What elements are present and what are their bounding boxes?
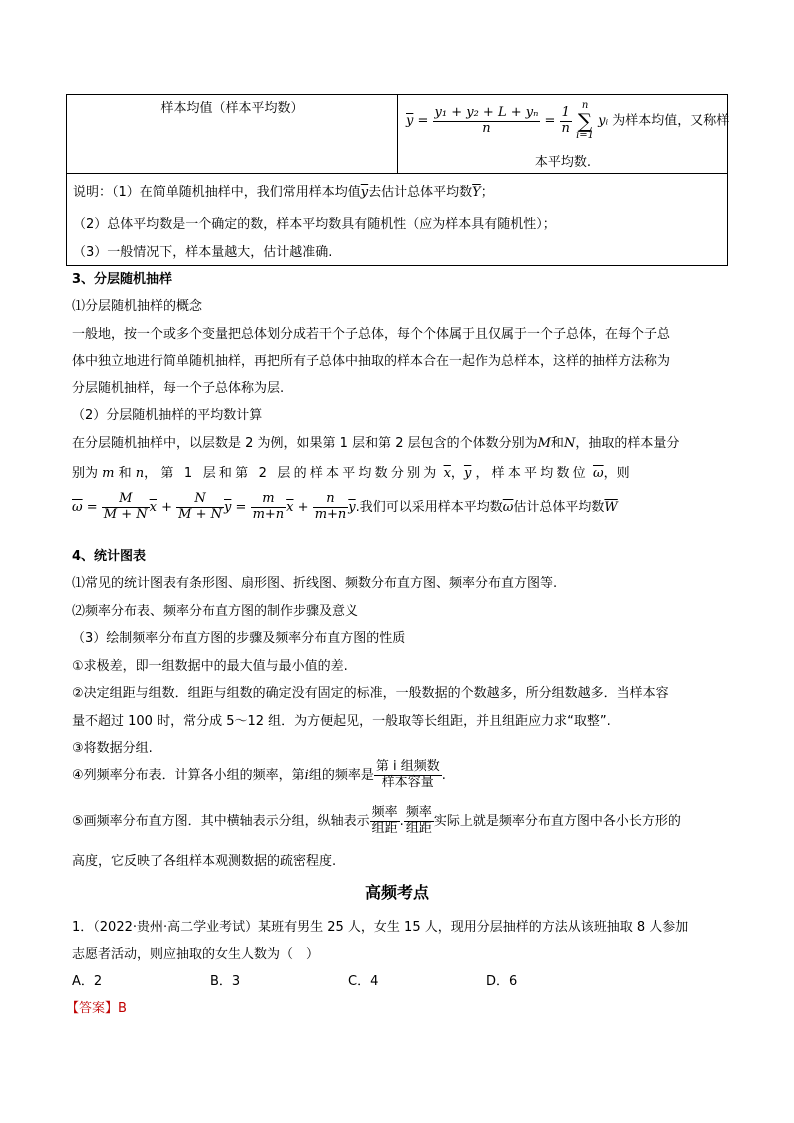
summation: n ∑ i=1	[576, 100, 595, 141]
answer	[66, 997, 127, 1016]
paragraph-line: ③将数据分组.	[72, 741, 153, 756]
answer-label: 【答案】	[66, 1001, 119, 1016]
option-d: D．6	[486, 974, 518, 989]
sample-mean-label: 样本均值（样本平均数）	[160, 101, 304, 116]
paragraph-line: ④列频率分布表．计算各小组的频率，第i组的频率是 $\frac{\text{第 i 组频数}}{\text{样本容量}}$ .	[72, 759, 446, 790]
section-3-title: 3、分层随机抽样	[72, 272, 173, 287]
option-c: C．4	[348, 974, 379, 989]
paragraph-line: 量不超过 100 时，常分成 5～12 组．为方便起见，一般取等长组距，并且组距应力求“取整”.	[72, 714, 611, 729]
definition-table	[66, 94, 728, 266]
paragraph-line: 在分层随机抽样中，以层数是 2 为例，如果第 1 层和第 2 层包含的个体数分别为M和N，抽取的样本量分	[72, 436, 680, 451]
answer-value: B	[118, 1001, 127, 1016]
paragraph-line: ⑵频率分布表、频率分布直方图的制作步骤及意义	[72, 604, 359, 619]
note-line-1: 说明：（1）在简单随机抽样中，我们常用样本均值$\overline{y}$去估计总体平均数$\overline{Y}$；	[73, 185, 494, 200]
question-line: 1．（2022·贵州·高二学业考试）某班有男生 25 人，女生 15 人，现用分层抽样的方法从该班抽取 8 人参加	[72, 920, 689, 935]
section-3-sub-1: ⑴分层随机抽样的概念	[72, 299, 203, 314]
option-a: A．2	[72, 974, 103, 989]
section-4-title: 4、统计图表	[72, 549, 147, 564]
option-b: B．3	[210, 974, 241, 989]
paragraph-line: ②决定组距与组数．组距与组数的确定没有固定的标准，一般数据的个数越多，所分组数越多．当样本容	[72, 686, 669, 701]
paragraph-line: 体中独立地进行简单随机抽样，再把所有子总体中抽取的样本合在一起作为总样本，这样的抽样方法称为	[72, 354, 671, 369]
table-cell-formula: $\overline{y}$ = $\frac{\text{y₁ + y₂ + L + yₙ}}{n}$ = $\frac{1}{n}$ n ∑ i=1 yᵢ 为样本均值，又称样 本平均数.	[406, 100, 730, 170]
table-row	[67, 95, 730, 174]
high-frequency-title: 高频考点	[364, 883, 429, 902]
section-3-sub-2: （2）分层随机抽样的平均数计算	[72, 408, 263, 423]
paragraph-line: 别为 m 和 n，第 1 层和第 2 层的样本平均数分别为 $\overline{x}$，$\overline{y}$ ，样本平均数位 $\overline{\omega}$，则	[72, 466, 630, 481]
note-line-3: （3）一般情况下，样本量越大，估计越准确.	[73, 245, 333, 260]
table-cell-label	[67, 95, 398, 173]
sample-mean-formula: $\overline{y}$ = $\frac{\text{y₁ + y₂ + L + yₙ}}{n}$ = $\frac{1}{n}$ n ∑ i=1 yᵢ 为样本均值，又称样	[406, 100, 730, 141]
paragraph-line: 分层随机抽样，每一个子总体称为层.	[72, 381, 285, 396]
paragraph-line: ⑴常见的统计图表有条形图、扇形图、折线图、频数分布直方图、频率分布直方图等.	[72, 576, 558, 591]
paragraph-line: 高度，它反映了各组样本观测数据的疏密程度.	[72, 854, 337, 869]
question-line: 志愿者活动，则应抽取的女生人数为（ ）	[72, 947, 320, 962]
weighted-mean-formula: $\overline{\omega}$ = $\frac{M}{M + N}$ $\overline{x}$ + $\frac{N}{M + N}$ $\overline{y}$ = $\frac{m}{m+n}$ $\overline{x}$ + $\frac{n}{m+n}$ $\overline{y}$.我们可以采用样本平均数$\overline{\omega}$估计总体平均数$\overline{W}$	[72, 491, 618, 522]
paragraph-line: ①求极差，即一组数据中的最大值与最小值的差.	[72, 659, 348, 674]
note-line-2: （2）总体平均数是一个确定的数，样本平均数具有随机性（应为样本具有随机性）；	[73, 217, 556, 232]
paragraph-line: 一般地，按一个或多个变量把总体划分成若干个子总体，每个个体属于且仅属于一个子总体，在每个子总	[72, 327, 671, 342]
paragraph-line: （3）绘制频率分布直方图的步骤及频率分布直方图的性质	[72, 631, 406, 646]
paragraph-line: ⑤画频率分布直方图．其中横轴表示分组，纵轴表示 $\frac{\text{频率}}{\text{组距}}$ . $\frac{\text{频率}}{\text{组距}}$ 实际上就是频率分布直方图中各小长方形的	[72, 805, 681, 836]
